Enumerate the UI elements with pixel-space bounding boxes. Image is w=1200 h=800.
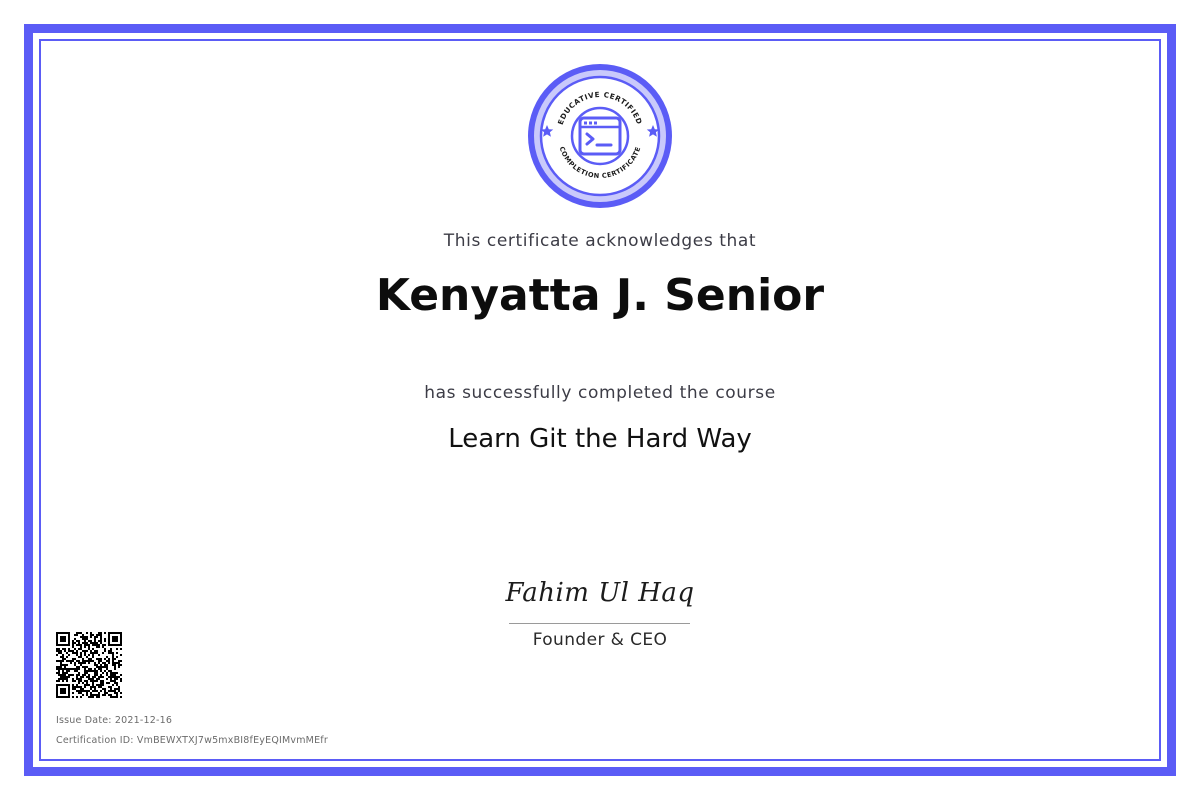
course-title: Learn Git the Hard Way xyxy=(448,424,752,454)
signature-line xyxy=(509,623,690,624)
recipient-name: Kenyatta J. Senior xyxy=(375,270,825,321)
certificate-seal xyxy=(525,61,675,211)
seal-bottom-text: COMPLETION CERTIFICATE xyxy=(557,145,643,181)
signatory-role: Founder & CEO xyxy=(532,630,668,650)
qr-code-icon xyxy=(56,632,122,698)
seal-top-text: EDUCATIVE CERTIFIED xyxy=(555,89,645,126)
intro-text: This certificate acknowledges that xyxy=(443,231,757,251)
issue-date: Issue Date: 2021-12-16 xyxy=(56,715,173,726)
signature: Fahim Ul Haq xyxy=(505,578,695,608)
certification-id: Certification ID: VmBEWXTXJ7w5mxBI8fEyEQIMvmMEfr xyxy=(56,735,328,746)
completion-text: has successfully completed the course xyxy=(424,383,776,403)
